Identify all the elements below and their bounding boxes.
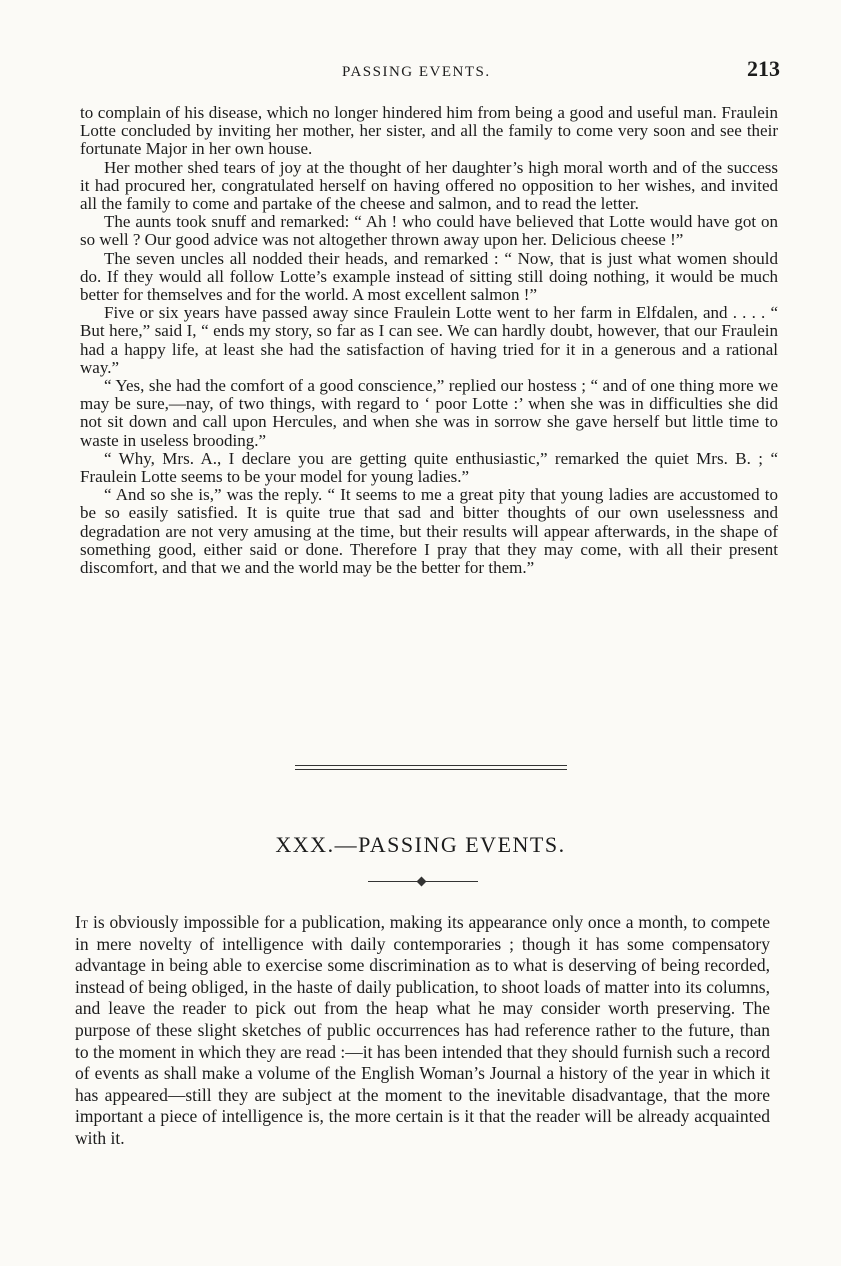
story-paragraph: “ Why, Mrs. A., I declare you are getting quite enthusiastic,” remarked the quiet Mrs. B. ; “ Fraulein Lotte seems to be your model for young ladies.” (80, 448, 778, 487)
story-paragraph: Her mother shed tears of joy at the thought of her daughter’s high moral worth and of the success it had procured her, congratulated herself on having offered no opposition to her wishes, and invited all the family to come and partake of the cheese and salmon, and to read the letter. (80, 157, 778, 214)
story-paragraph: The seven uncles all nodded their heads, and remarked : “ Now, that is just what women should do. If they would all follow Lotte’s example instead of sitting still doing nothing, it would be much better for themselves and for the world. A most excellent salmon !” (80, 248, 778, 305)
story-paragraph: Five or six years have passed away since Fraulein Lotte went to her farm in Elfdalen, and . . . . “ But here,” said I, “ ends my story, so far as I can see. We can hardly doubt, however, that our Fraulein had a happy life, at least she had the satisfaction of having tried for it in a generous and a rational way.” (80, 303, 778, 377)
story-paragraph: The aunts took snuff and remarked: “ Ah ! who could have believed that Lotte would have got on so well ? Our good advice was not altogether thrown away upon her. Delicious cheese !” (80, 212, 778, 250)
running-head: PASSING EVENTS. (342, 64, 491, 80)
page-number: 213 (747, 56, 780, 81)
section-body (75, 912, 770, 1150)
section-paragraph-text: is obviously impossible for a publication, making its appearance only once a month, to compete in mere novelty of intelligence with daily contemporaries ; though it has some compensatory advantage in being able to exercise some discrimination as to what is deserving of being recorded, instead of being obliged, in the haste of daily publication, to shoot loads of matter into its columns, and leave the reader to pick out from the heap what he may consider worth preserving. The purpose of these slight sketches of public occurrences has had reference rather to the future, than to the moment in which they are read :—it has been intended that they should furnish such a record of events as shall make a volume of the English Woman’s Journal a history of the year in which it has appeared—still they are subject at the moment to the inevitable disadvantage, that the more important a piece of intelligence is, the more certain is it that the reader will be already acquainted with it. (75, 912, 770, 1148)
section-divider-rule (295, 765, 567, 770)
dropcap: It (75, 912, 89, 932)
story-paragraph: “ And so she is,” was the reply. “ It seems to me a great pity that young ladies are accustomed to be so easily satisfied. It is quite true that sad and bitter thoughts of our own uselessness and degradation are not very amusing at the time, but their results will appear afterwards, in the shape of something good, either said or done. Therefore I pray that they may come, with all their present discomfort, and that we and the world may be the better for them.” (80, 485, 778, 578)
story-text (80, 104, 778, 577)
ornament-diamond-icon (417, 877, 427, 887)
ornament-divider (368, 878, 478, 886)
section-paragraph (75, 912, 770, 1150)
section-title: XXX.—PASSING EVENTS. (275, 832, 566, 857)
story-paragraph: “ Yes, she had the comfort of a good conscience,” replied our hostess ; “ and of one thing more we may be sure,—nay, of two things, with regard to ‘ poor Lotte :’ when she was in difficulties she did not sit down and call upon Hercules, and when she was in sorrow she gave herself but little time to waste in useless brooding.” (80, 376, 778, 450)
page-header (80, 56, 780, 86)
story-paragraph: to complain of his disease, which no longer hindered him from being a good and useful man. Fraulein Lotte concluded by inviting her mother, her sister, and all the family to come very soon and see their fortunate Major in her own house. (80, 103, 778, 159)
